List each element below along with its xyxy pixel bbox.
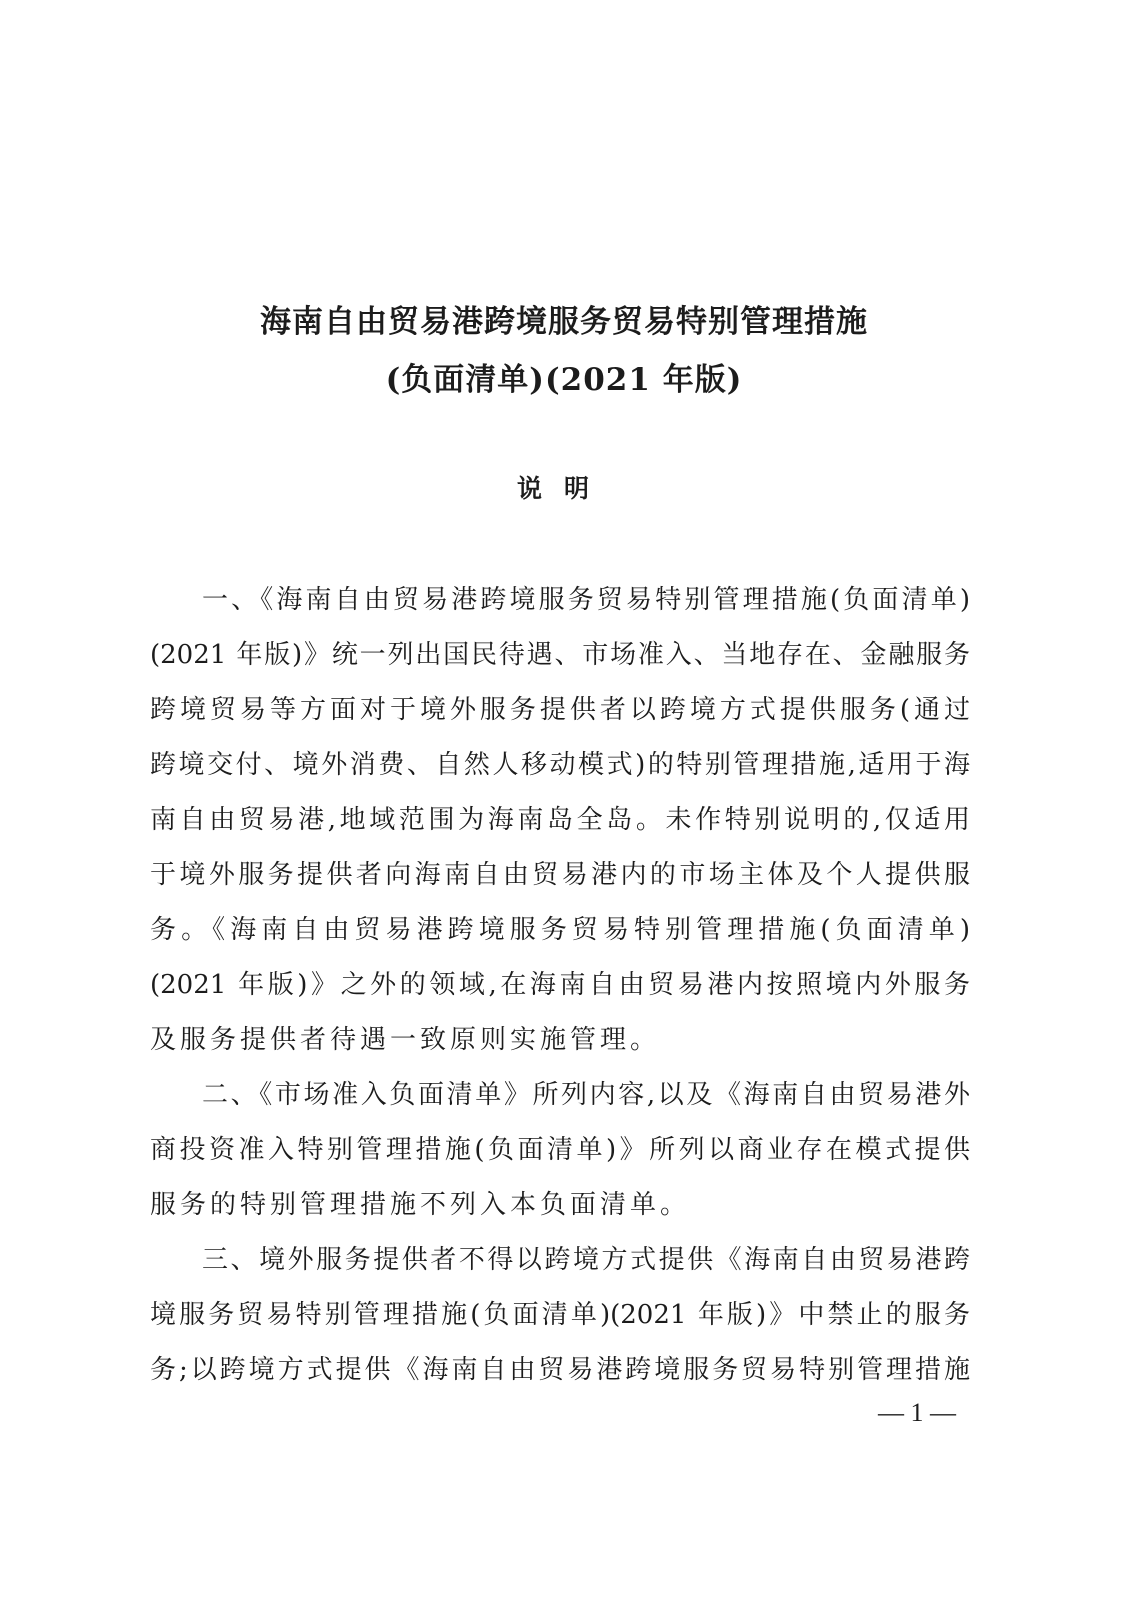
paragraph-line: 跨境交付、境外消费、自然人移动模式)的特别管理措施,适用于海	[150, 750, 970, 780]
paragraph-line: 务。《海南自由贸易港跨境服务贸易特别管理措施(负面清单)	[150, 915, 970, 945]
paragraph-line: 二、《市场准入负面清单》所列内容,以及《海南自由贸易港外	[202, 1080, 970, 1110]
document-title-line-2: (负面清单)(2021 年版)	[385, 362, 743, 398]
paragraph-line: 跨境贸易等方面对于境外服务提供者以跨境方式提供服务(通过	[150, 695, 970, 725]
paragraph-line: 南自由贸易港,地域范围为海南岛全岛。未作特别说明的,仅适用	[150, 805, 970, 835]
paragraph-line: 务;以跨境方式提供《海南自由贸易港跨境服务贸易特别管理措施	[150, 1355, 970, 1385]
paragraph-line: 一、《海南自由贸易港跨境服务贸易特别管理措施(负面清单)	[202, 585, 970, 615]
paragraph-line: (2021 年版)》统一列出国民待遇、市场准入、当地存在、金融服务	[150, 640, 970, 670]
section-heading: 说明	[516, 474, 611, 503]
paragraph-line: 商投资准入特别管理措施(负面清单)》所列以商业存在模式提供	[150, 1135, 970, 1165]
paragraph-line: 服务的特别管理措施不列入本负面清单。	[150, 1190, 691, 1220]
document-title-line-1: 海南自由贸易港跨境服务贸易特别管理措施	[260, 304, 868, 340]
paragraph-line: (2021 年版)》之外的领域,在海南自由贸易港内按照境内外服务	[150, 970, 970, 1000]
paragraph-line: 三、境外服务提供者不得以跨境方式提供《海南自由贸易港跨	[202, 1245, 970, 1275]
paragraph-line: 境服务贸易特别管理措施(负面清单)(2021 年版)》中禁止的服务	[150, 1300, 970, 1330]
page-number: — 1 —	[878, 1398, 956, 1427]
paragraph-line: 及服务提供者待遇一致原则实施管理。	[150, 1025, 661, 1055]
paragraph-line: 于境外服务提供者向海南自由贸易港内的市场主体及个人提供服	[150, 860, 970, 890]
